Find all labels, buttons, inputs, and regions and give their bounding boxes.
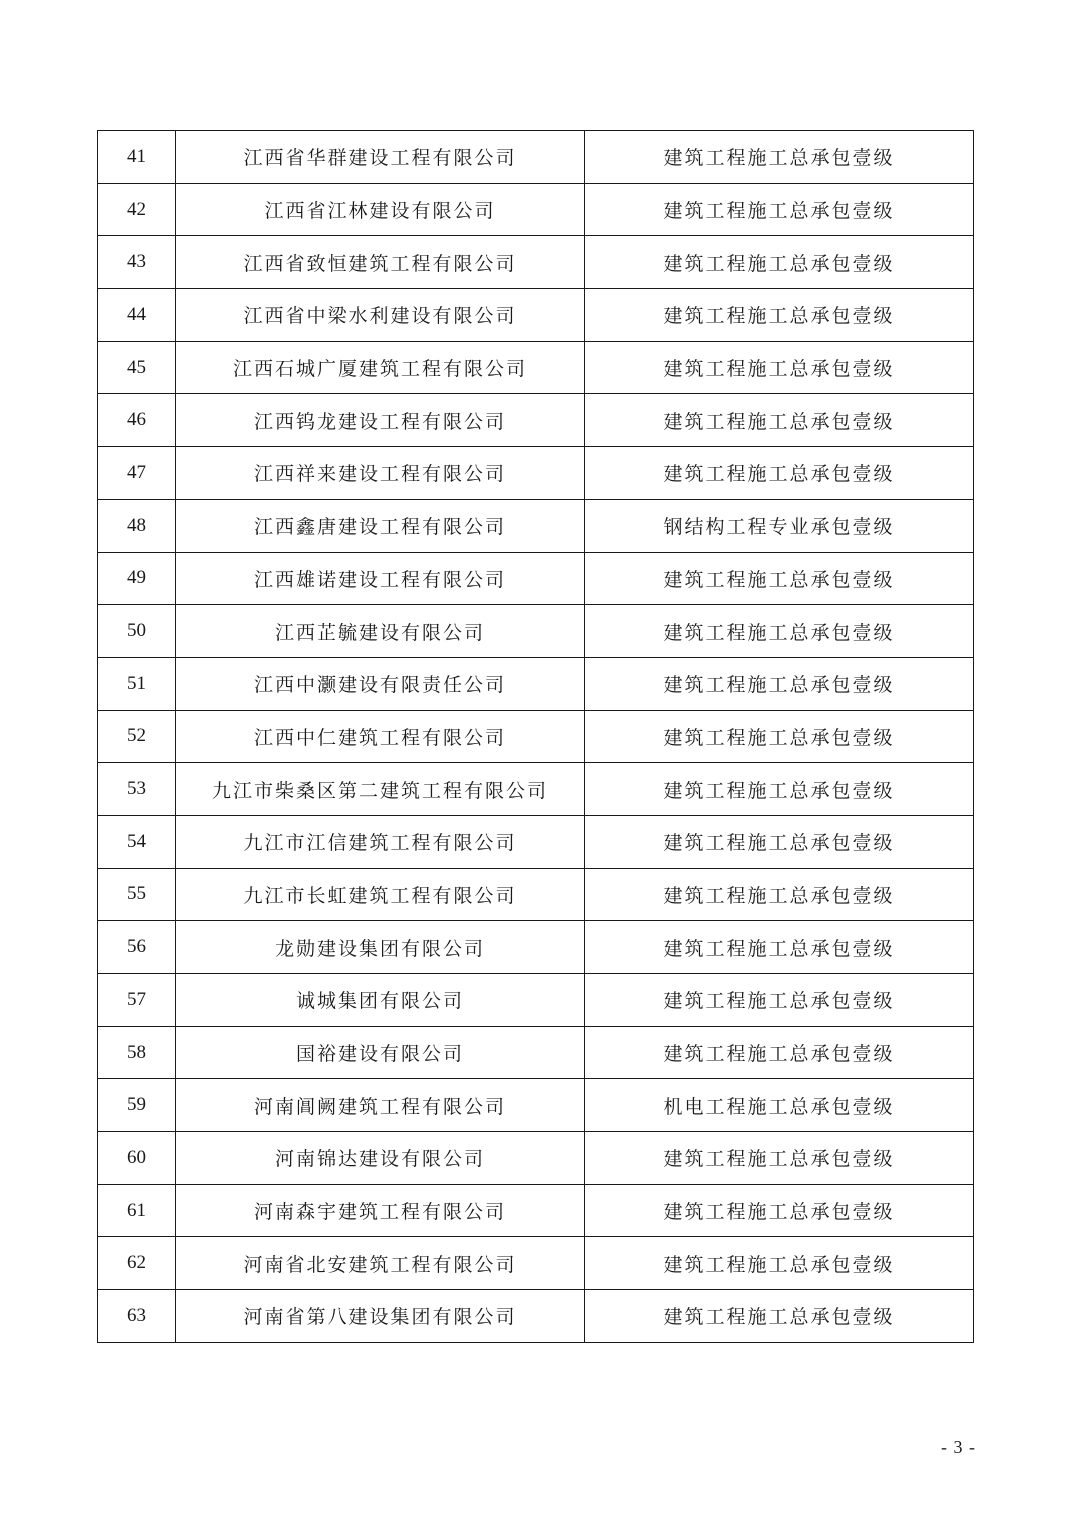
qualification-cell: 建筑工程施工总承包壹级 bbox=[585, 763, 974, 816]
company-qualification-table-wrapper bbox=[97, 130, 973, 1343]
company-name-cell: 国裕建设有限公司 bbox=[176, 1026, 585, 1079]
company-name-cell: 河南锦达建设有限公司 bbox=[176, 1132, 585, 1185]
row-number-cell: 55 bbox=[98, 868, 176, 921]
company-name-cell: 河南省北安建筑工程有限公司 bbox=[176, 1237, 585, 1290]
table-row bbox=[98, 499, 974, 552]
row-number-cell: 50 bbox=[98, 605, 176, 658]
company-name-cell: 诚城集团有限公司 bbox=[176, 974, 585, 1027]
company-name-cell: 江西省江林建设有限公司 bbox=[176, 183, 585, 236]
company-name-cell: 江西省华群建设工程有限公司 bbox=[176, 131, 585, 184]
row-number-cell: 42 bbox=[98, 183, 176, 236]
table-row bbox=[98, 1184, 974, 1237]
company-name-cell: 江西省致恒建筑工程有限公司 bbox=[176, 236, 585, 289]
table-row bbox=[98, 1290, 974, 1343]
company-name-cell: 江西钨龙建设工程有限公司 bbox=[176, 394, 585, 447]
table-row bbox=[98, 131, 974, 184]
table-row bbox=[98, 552, 974, 605]
row-number-cell: 62 bbox=[98, 1237, 176, 1290]
table-row bbox=[98, 710, 974, 763]
table-row bbox=[98, 1079, 974, 1132]
company-name-cell: 江西祥来建设工程有限公司 bbox=[176, 447, 585, 500]
company-name-cell: 九江市柴桑区第二建筑工程有限公司 bbox=[176, 763, 585, 816]
row-number-cell: 48 bbox=[98, 499, 176, 552]
company-name-cell: 江西芷毓建设有限公司 bbox=[176, 605, 585, 658]
row-number-cell: 47 bbox=[98, 447, 176, 500]
row-number-cell: 51 bbox=[98, 657, 176, 710]
company-name-cell: 九江市江信建筑工程有限公司 bbox=[176, 815, 585, 868]
row-number-cell: 49 bbox=[98, 552, 176, 605]
qualification-cell: 建筑工程施工总承包壹级 bbox=[585, 447, 974, 500]
company-name-cell: 河南省第八建设集团有限公司 bbox=[176, 1290, 585, 1343]
company-name-cell: 江西石城广厦建筑工程有限公司 bbox=[176, 341, 585, 394]
company-name-cell: 江西鑫唐建设工程有限公司 bbox=[176, 499, 585, 552]
qualification-cell: 建筑工程施工总承包壹级 bbox=[585, 1290, 974, 1343]
table-row bbox=[98, 815, 974, 868]
row-number-cell: 44 bbox=[98, 289, 176, 342]
company-name-cell: 江西中仁建筑工程有限公司 bbox=[176, 710, 585, 763]
qualification-cell: 建筑工程施工总承包壹级 bbox=[585, 236, 974, 289]
table-row bbox=[98, 289, 974, 342]
table-row bbox=[98, 1132, 974, 1185]
row-number-cell: 56 bbox=[98, 921, 176, 974]
qualification-cell: 建筑工程施工总承包壹级 bbox=[585, 974, 974, 1027]
company-qualification-table bbox=[97, 130, 974, 1343]
table-body bbox=[98, 131, 974, 1343]
row-number-cell: 52 bbox=[98, 710, 176, 763]
company-name-cell: 河南阊阙建筑工程有限公司 bbox=[176, 1079, 585, 1132]
table-row bbox=[98, 921, 974, 974]
table-row bbox=[98, 394, 974, 447]
table-row bbox=[98, 974, 974, 1027]
table-row bbox=[98, 183, 974, 236]
row-number-cell: 59 bbox=[98, 1079, 176, 1132]
row-number-cell: 53 bbox=[98, 763, 176, 816]
table-row bbox=[98, 1026, 974, 1079]
table-row bbox=[98, 341, 974, 394]
qualification-cell: 建筑工程施工总承包壹级 bbox=[585, 1237, 974, 1290]
qualification-cell: 建筑工程施工总承包壹级 bbox=[585, 183, 974, 236]
qualification-cell: 建筑工程施工总承包壹级 bbox=[585, 605, 974, 658]
page-number: - 3 - bbox=[941, 1437, 976, 1457]
qualification-cell: 建筑工程施工总承包壹级 bbox=[585, 868, 974, 921]
row-number-cell: 46 bbox=[98, 394, 176, 447]
company-name-cell: 江西中灏建设有限责任公司 bbox=[176, 657, 585, 710]
row-number-cell: 41 bbox=[98, 131, 176, 184]
qualification-cell: 建筑工程施工总承包壹级 bbox=[585, 657, 974, 710]
row-number-cell: 54 bbox=[98, 815, 176, 868]
qualification-cell: 建筑工程施工总承包壹级 bbox=[585, 921, 974, 974]
row-number-cell: 57 bbox=[98, 974, 176, 1027]
row-number-cell: 61 bbox=[98, 1184, 176, 1237]
company-name-cell: 河南森宇建筑工程有限公司 bbox=[176, 1184, 585, 1237]
table-row bbox=[98, 447, 974, 500]
row-number-cell: 63 bbox=[98, 1290, 176, 1343]
table-row bbox=[98, 605, 974, 658]
qualification-cell: 建筑工程施工总承包壹级 bbox=[585, 1026, 974, 1079]
table-row bbox=[98, 236, 974, 289]
qualification-cell: 建筑工程施工总承包壹级 bbox=[585, 1132, 974, 1185]
table-row bbox=[98, 763, 974, 816]
row-number-cell: 45 bbox=[98, 341, 176, 394]
qualification-cell: 建筑工程施工总承包壹级 bbox=[585, 341, 974, 394]
table-row bbox=[98, 1237, 974, 1290]
company-name-cell: 九江市长虹建筑工程有限公司 bbox=[176, 868, 585, 921]
company-name-cell: 龙勋建设集团有限公司 bbox=[176, 921, 585, 974]
qualification-cell: 建筑工程施工总承包壹级 bbox=[585, 394, 974, 447]
table-row bbox=[98, 657, 974, 710]
qualification-cell: 建筑工程施工总承包壹级 bbox=[585, 131, 974, 184]
qualification-cell: 钢结构工程专业承包壹级 bbox=[585, 499, 974, 552]
qualification-cell: 建筑工程施工总承包壹级 bbox=[585, 552, 974, 605]
qualification-cell: 机电工程施工总承包壹级 bbox=[585, 1079, 974, 1132]
row-number-cell: 58 bbox=[98, 1026, 176, 1079]
table-row bbox=[98, 868, 974, 921]
qualification-cell: 建筑工程施工总承包壹级 bbox=[585, 815, 974, 868]
qualification-cell: 建筑工程施工总承包壹级 bbox=[585, 289, 974, 342]
qualification-cell: 建筑工程施工总承包壹级 bbox=[585, 1184, 974, 1237]
row-number-cell: 60 bbox=[98, 1132, 176, 1185]
row-number-cell: 43 bbox=[98, 236, 176, 289]
company-name-cell: 江西雄诺建设工程有限公司 bbox=[176, 552, 585, 605]
qualification-cell: 建筑工程施工总承包壹级 bbox=[585, 710, 974, 763]
company-name-cell: 江西省中梁水利建设有限公司 bbox=[176, 289, 585, 342]
